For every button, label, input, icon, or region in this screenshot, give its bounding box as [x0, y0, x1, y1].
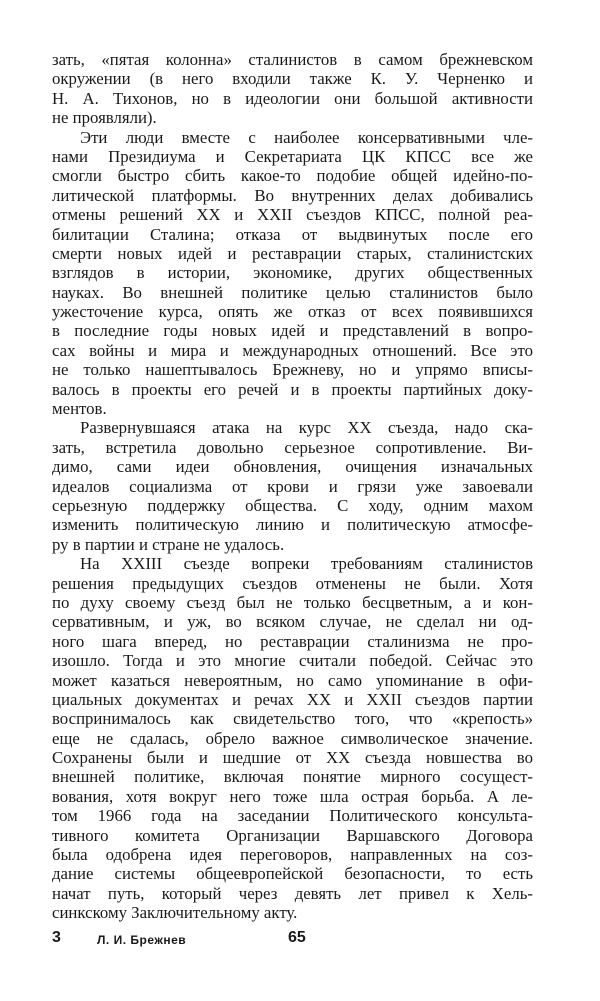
text-line: науках. Во внешней политике целью сталинистов было: [52, 282, 533, 302]
text-line: внешней политике, включая понятие мирного сосущест-: [52, 767, 533, 787]
text-line: не проявляли).: [52, 108, 157, 128]
text-line: решения предыдущих съездов отменены не были. Хотя: [52, 573, 533, 593]
page-body-text: [52, 50, 533, 923]
signature-mark: 3: [52, 929, 61, 946]
text-line: Сохранены были и шедшие от XX съезда новшества во: [52, 748, 533, 768]
text-line: воспринималось как свидетельство того, что «крепость»: [52, 709, 533, 729]
text-line: валось в проекты его речей и в проекты партийных доку-: [52, 379, 533, 399]
text-line: Эти люди вместе с наиболее консервативными чле-: [80, 127, 533, 147]
text-line: ру в партии и стране не удалось.: [52, 534, 285, 554]
text-line: идеалов социализма от крови и грязи уже завоевали: [52, 476, 533, 496]
text-line: сах войны и мира и международных отношений. Все это: [52, 340, 533, 360]
text-line: ужесточение курса, опять же отказ от всех появившихся: [52, 302, 533, 322]
footer-author: Л. И. Брежнев: [97, 933, 187, 947]
text-line: циальных документах и речах XX и XXII съездов партии: [52, 689, 533, 709]
text-line: нами Президиума и Секретариата ЦК КПСС все же: [52, 146, 533, 166]
text-line: Н. А. Тихонов, но в идеологии они большой активности: [52, 88, 533, 108]
text-line: взглядов в истории, экономике, других общественных: [52, 263, 533, 283]
text-line: литической платформы. Во внутренних делах добивались: [52, 185, 533, 205]
text-line: отмены решений XX и XXII съездов КПСС, полной реа-: [52, 205, 533, 225]
text-line: зать, «пятая колонна» сталинистов в самом брежневском: [52, 50, 533, 69]
text-line: может казаться невероятным, но само упоминание в офи-: [52, 670, 533, 690]
text-line: билитации Сталина; отказа от выдвинутых после его: [52, 224, 533, 244]
page-number: 65: [288, 929, 306, 946]
text-line: по духу своему съезд был не только бесцветным, а и кон-: [52, 592, 533, 612]
text-line: серьезную поддержку общества. С ходу, одним махом: [52, 495, 533, 515]
text-line: синкскому Заключительному акту.: [52, 903, 298, 923]
text-line: ментов.: [52, 399, 107, 419]
text-line: еще не сдалась, обрело важное символическое значение.: [52, 728, 533, 748]
text-line: димо, сами идеи обновления, очищения изначальных: [52, 457, 533, 477]
text-line: была одобрена идея переговоров, направленных на соз-: [52, 845, 533, 865]
text-line: На XXIII съезде вопреки требованиям сталинистов: [80, 554, 533, 574]
text-line: смогли быстро сбить какое-то подобие общей идейно-по-: [52, 166, 533, 186]
text-line: дание системы общеевропейской безопасности, то есть: [52, 864, 533, 884]
text-line: зать, встретила довольно серьезное сопротивление. Ви-: [52, 437, 533, 457]
text-line: вования, хотя вокруг него тоже шла острая борьба. А ле-: [52, 786, 533, 806]
text-line: изменить политическую линию и политическую атмосфе-: [52, 515, 533, 535]
text-line: окружении (в него входили также К. У. Черненко и: [52, 69, 533, 89]
text-line: Развернувшаяся атака на курс XX съезда, надо ска-: [80, 418, 533, 438]
text-line: сервативным, и уж, во всяком случае, не сделал ни од-: [52, 612, 533, 632]
text-line: смерти новых идей и реставрации старых, сталинистских: [52, 243, 533, 263]
text-line: ного шага вперед, но реставрации сталинизма не про-: [52, 631, 533, 651]
text-line: не только нашептывалось Брежневу, но и упрямо вписы-: [52, 360, 533, 380]
page-footer: [52, 929, 533, 949]
text-line: тивного комитета Организации Варшавского Договора: [52, 825, 533, 845]
text-line: том 1966 года на заседании Политического консульта-: [52, 806, 533, 826]
text-line: изошло. Тогда и это многие считали победой. Сейчас это: [52, 651, 533, 671]
text-line: начат путь, который через девять лет привел к Хель-: [52, 883, 533, 903]
text-line: в последние годы новых идей и представлений в вопро-: [52, 321, 533, 341]
